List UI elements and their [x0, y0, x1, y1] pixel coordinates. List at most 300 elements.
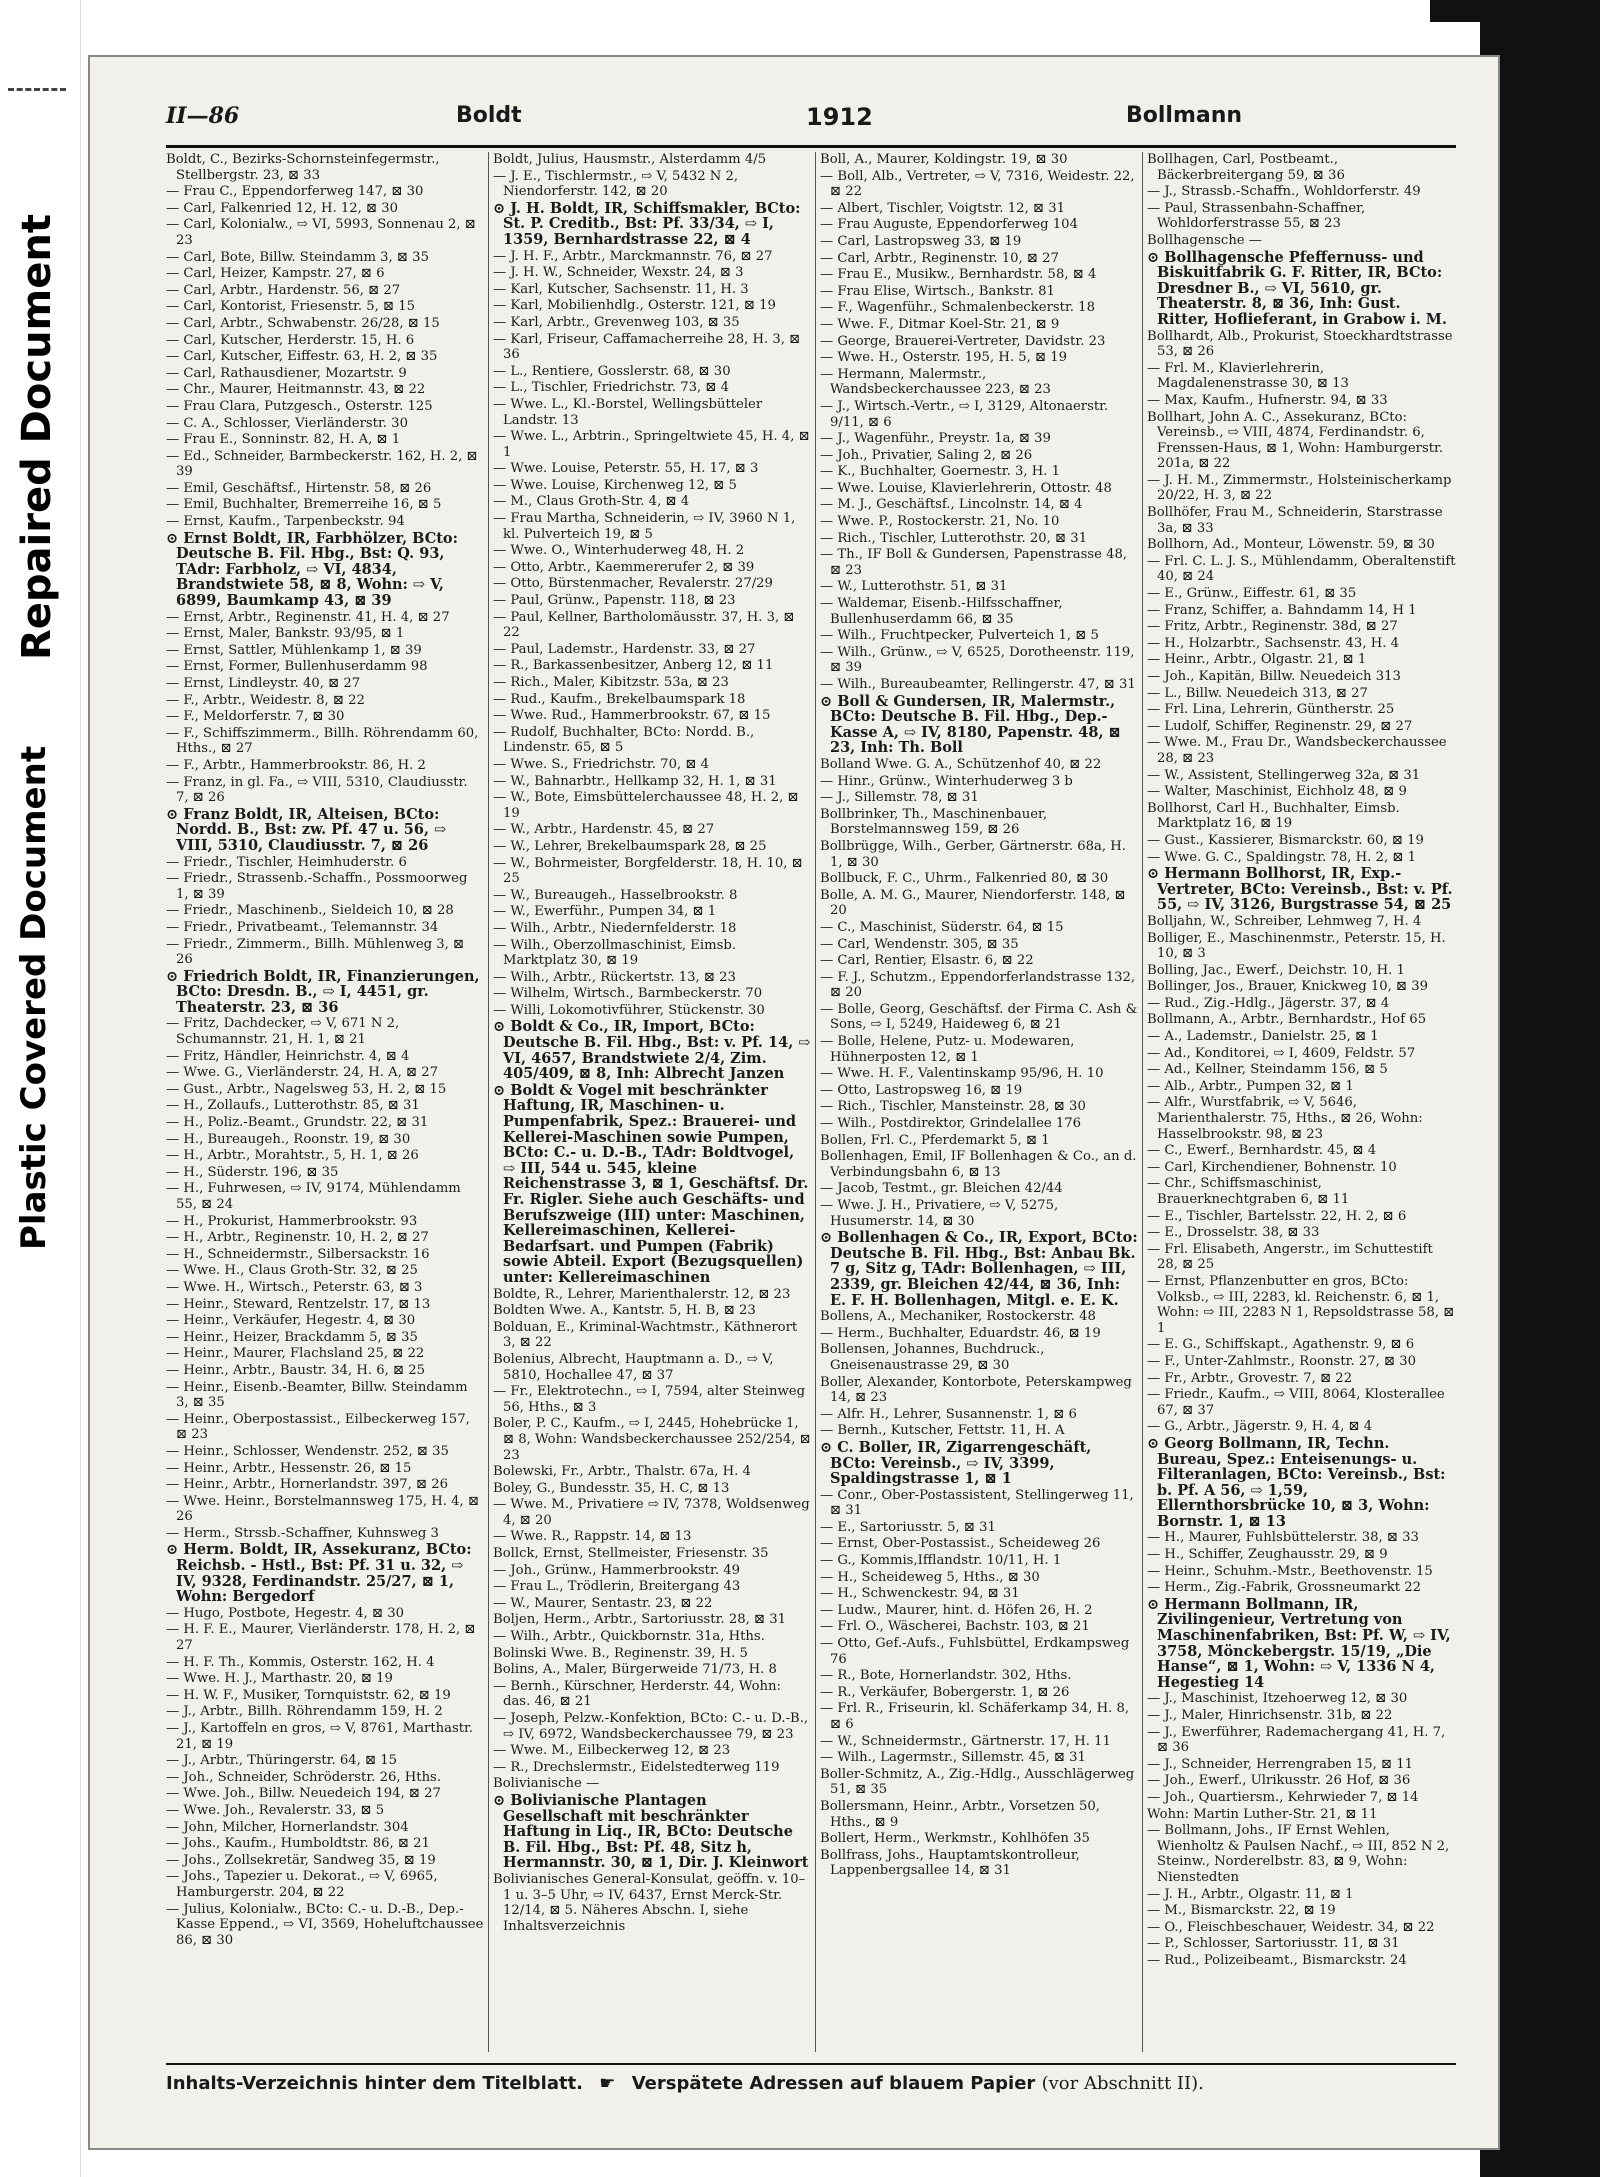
directory-entry: — Bernh., Kutscher, Fettstr. 11, H. A — [820, 1423, 1065, 1439]
directory-entry: Wohn: Martin Luther-Str. 21, ⊠ 11 — [1147, 1806, 1378, 1822]
directory-entry: — Karl, Kutscher, Sachsenstr. 11, H. 3 — [493, 281, 749, 297]
directory-entry: — George, Brauerei-Vertreter, Davidstr. 23 — [820, 333, 1106, 349]
directory-entry: — L., Rentiere, Gosslerstr. 68, ⊠ 30 — [493, 363, 731, 379]
directory-entry: — Joh., Grünw., Hammerbrookstr. 49 — [493, 1562, 740, 1578]
directory-entry: — Ad., Kellner, Steindamm 156, ⊠ 5 — [1147, 1062, 1388, 1078]
directory-entry: — Carl, Falkenried 12, H. 12, ⊠ 30 — [166, 200, 399, 216]
directory-entry: — Gust., Kassierer, Bismarckstr. 60, ⊠ 19 — [1147, 832, 1424, 848]
directory-entry: — Wwe. G., Vierländerstr. 24, H. A, ⊠ 27 — [166, 1065, 439, 1081]
pointing-hand-icon: ☛ — [599, 2073, 616, 2094]
directory-entry: — J., Arbtr., Billh. Röhrendamm 159, H. 2 — [166, 1704, 443, 1720]
directory-entry: — Frl. C. L. J. S., Mühlendamm, Oberaltenstift 40, ⊠ 24 — [1147, 553, 1456, 585]
directory-entry: — Wwe. H. J., Marthastr. 20, ⊠ 19 — [166, 1671, 393, 1687]
directory-entry: — W., Schneidermstr., Gärtnerstr. 17, H. 11 — [820, 1733, 1111, 1749]
directory-entry: — L., Billw. Neuedeich 313, ⊠ 27 — [1147, 685, 1368, 701]
dash-rule — [8, 88, 66, 91]
directory-entry: Boldten Wwe. A., Kantstr. 5, H. B, ⊠ 23 — [493, 1303, 756, 1319]
directory-entry: — Fritz, Händler, Heinrichstr. 4, ⊠ 4 — [166, 1048, 410, 1064]
directory-entry: Boller-Schmitz, A., Zig.-Hdlg., Ausschlägerweg 51, ⊠ 35 — [820, 1766, 1135, 1798]
directory-entry: — Friedr., Strassenb.-Schaffn., Possmoorweg 1, ⊠ 39 — [166, 871, 468, 902]
directory-entry: Bollenhagen, Emil, IF Bollenhagen & Co., an d. Verbindungsbahn 6, ⊠ 13 — [820, 1149, 1137, 1180]
directory-entry: — F., Unter-Zahlmstr., Roonstr. 27, ⊠ 30 — [1147, 1353, 1417, 1369]
directory-entry: Bollensen, Johannes, Buchdruck., Gneisenaustrasse 29, ⊠ 30 — [820, 1342, 1045, 1373]
directory-entry: ⊙ Franz Boldt, IR, Alteisen, BCto: Nordd. B., Bst: zw. Pf. 47 u. 56, ⇨ VIII, 5310, Claudiusstr. 7, ⊠ 26 — [166, 805, 447, 854]
directory-entry: — Joh., Ewerf., Ulrikusstr. 26 Hof, ⊠ 36 — [1147, 1773, 1411, 1789]
directory-entry: — H., Poliz.-Beamt., Grundstr. 22, ⊠ 31 — [166, 1115, 429, 1131]
directory-entry: — Ernst, Former, Bullenhuserdamm 98 — [166, 659, 428, 675]
directory-entry: — Ernst, Sattler, Mühlenkamp 1, ⊠ 39 — [166, 642, 422, 658]
directory-entry: — Carl, Wendenstr. 305, ⊠ 35 — [820, 936, 1019, 952]
directory-entry: — Th., IF Boll & Gundersen, Papenstrasse 48, ⊠ 23 — [820, 547, 1128, 578]
directory-entry: — Chr., Schiffsmaschinist, Brauerknechtgraben 6, ⊠ 11 — [1147, 1176, 1350, 1207]
directory-entry: — Wwe. F., Ditmar Koel-Str. 21, ⊠ 9 — [820, 316, 1060, 332]
directory-entry: — F., Wagenführ., Schmalenbeckerstr. 18 — [820, 300, 1095, 316]
directory-entry: — Frl. M., Klavierlehrerin, Magdalenenstrasse 30, ⊠ 13 — [1147, 360, 1349, 392]
directory-entry: — G., Kommis,Ifflandstr. 10/11, H. 1 — [820, 1553, 1062, 1569]
directory-entry: — H., Schiffer, Zeughausstr. 29, ⊠ 9 — [1147, 1547, 1388, 1563]
directory-entry: Bollhart, John A. C., Assekuranz, BCto: Vereinsb., ⇨ VIII, 4874, Ferdinandstr. 6, Frenssen-Haus, ⊠ 1, Wohn: Hamburgerstr. 201a, ⊠ 22 — [1147, 409, 1444, 472]
directory-entry: — Chr., Maurer, Heitmannstr. 43, ⊠ 22 — [166, 382, 426, 398]
directory-entry: — Jacob, Testmt., gr. Bleichen 42/44 — [820, 1181, 1063, 1197]
directory-entry: — L., Tischler, Friedrichstr. 73, ⊠ 4 — [493, 380, 730, 396]
directory-entry: — F., Meldorferstr. 7, ⊠ 30 — [166, 709, 345, 725]
column-1 — [166, 152, 484, 2052]
directory-entry: Bolle, A. M. G., Maurer, Niendorferstr. 148, ⊠ 20 — [820, 887, 1126, 919]
header-rule — [166, 145, 1456, 148]
directory-entry: — Frl. O., Wäscherei, Bachstr. 103, ⊠ 21 — [820, 1619, 1090, 1635]
directory-entry: — Wwe. Heinr., Borstelmannsweg 175, H. 4, ⊠ 26 — [166, 1493, 479, 1525]
directory-entry: Boldt, Julius, Hausmstr., Alsterdamm 4/5 — [493, 152, 767, 167]
directory-entry: — Carl, Kirchendiener, Bohnenstr. 10 — [1147, 1159, 1397, 1175]
directory-entry: — Wwe. Joh., Revalerstr. 33, ⊠ 5 — [166, 1802, 385, 1818]
directory-entry: — Johs., Kaufm., Humboldtstr. 86, ⊠ 21 — [166, 1836, 430, 1852]
directory-entry: — O., Fleischbeschauer, Weidestr. 34, ⊠ 22 — [1147, 1919, 1435, 1935]
index-note: Inhalts-Verzeichnis hinter dem Titelblatt. — [166, 2073, 584, 2094]
directory-entry: — W., Bohrmeister, Borgfelderstr. 18, H. 10, ⊠ 25 — [493, 855, 803, 887]
directory-entry: — A., Lademstr., Danielstr. 25, ⊠ 1 — [1147, 1029, 1379, 1045]
directory-entry: — Alb., Arbtr., Pumpen 32, ⊠ 1 — [1147, 1078, 1354, 1094]
directory-entry: Bollhardt, Alb., Prokurist, Stoeckhardtstrasse 53, ⊠ 26 — [1147, 328, 1453, 360]
directory-entry: — Wilh., Lagermstr., Sillemstr. 45, ⊠ 31 — [820, 1750, 1086, 1766]
directory-entry: Boldt, C., Bezirks-Schornsteinfegermstr., Stellbergstr. 23, ⊠ 33 — [166, 152, 440, 183]
directory-entry: — Alfr. H., Lehrer, Susannenstr. 1, ⊠ 6 — [820, 1406, 1077, 1422]
column-3 — [820, 152, 1138, 2052]
directory-entry: — Wilh., Oberzollmaschinist, Eimsb. Marktplatz 30, ⊠ 19 — [493, 937, 737, 969]
directory-entry: — Ernst, Ober-Postassist., Scheideweg 26 — [820, 1536, 1101, 1552]
directory-entry: ⊙ Friedrich Boldt, IR, Finanzierungen, BCto: Dresdn. B., ⇨ I, 4451, gr. Theaterstr. 23, ⊠ 36 — [166, 967, 480, 1016]
directory-entry: Boler, P. C., Kaufm., ⇨ I, 2445, Hohebrücke 1, ⊠ 8, Wohn: Wandsbeckerchaussee 252/254, ⊠ 23 — [493, 1416, 811, 1463]
directory-entry: — J., Schneider, Herrengraben 15, ⊠ 11 — [1147, 1756, 1414, 1772]
directory-entry: — Heinr., Heizer, Brackdamm 5, ⊠ 35 — [166, 1329, 418, 1345]
directory-entry: — Max, Kaufm., Hufnerstr. 94, ⊠ 33 — [1147, 392, 1388, 408]
directory-entry: — Wilh., Arbtr., Rückertstr. 13, ⊠ 23 — [493, 969, 736, 985]
directory-entry: ⊙ Boldt & Co., IR, Import, BCto: Deutsche B. Fil. Hbg., Bst: v. Pf. 14, ⇨ VI, 4657, Brandstwiete 2/4, Zim. 405/409, ⊠ 8, Inh: Albrecht Janzen — [493, 1018, 811, 1083]
directory-entry: — Joseph, Pelzw.-Konfektion, BCto: C.- u. D.-B., ⇨ IV, 6972, Wandsbeckerchaussee 79, ⊠ 23 — [493, 1711, 809, 1742]
directory-entry: — Ludolf, Schiffer, Reginenstr. 29, ⊠ 27 — [1147, 718, 1413, 734]
directory-entry: — Wwe. H. F., Valentinskamp 95/96, H. 10 — [820, 1066, 1104, 1082]
directory-entry: — Rudolf, Buchhalter, BCto: Nordd. B., Lindenstr. 65, ⊠ 5 — [493, 724, 755, 756]
column-2 — [493, 152, 811, 2052]
directory-entry: — Carl, Kontorist, Friesenstr. 5, ⊠ 15 — [166, 299, 416, 315]
directory-entry: — F., Arbtr., Weidestr. 8, ⊠ 22 — [166, 692, 365, 708]
directory-entry: — H., Süderstr. 196, ⊠ 35 — [166, 1164, 339, 1180]
directory-entry: — Frau L., Trödlerin, Breitergang 43 — [493, 1579, 741, 1595]
directory-entry: — Frau Auguste, Eppendorferweg 104 — [820, 217, 1078, 233]
directory-entry: Bollbrinker, Th., Maschinenbauer, Borstelmannsweg 159, ⊠ 26 — [820, 806, 1048, 838]
directory-entry: — E., Tischler, Bartelsstr. 22, H. 2, ⊠ 6 — [1147, 1208, 1407, 1224]
directory-entry: — Paul, Kellner, Bartholomäusstr. 37, H. 3, ⊠ 22 — [493, 609, 795, 641]
directory-entry: — H. W. F., Musiker, Tornquiststr. 62, ⊠ 19 — [166, 1687, 451, 1703]
directory-entry: — Wwe. Rud., Hammerbrookstr. 67, ⊠ 15 — [493, 708, 771, 724]
directory-entry: — Carl, Arbtr., Schwabenstr. 26/28, ⊠ 15 — [166, 315, 440, 331]
directory-entry: — W., Bahnarbtr., Hellkamp 32, H. 1, ⊠ 31 — [493, 773, 777, 789]
directory-entry: — M., Bismarckstr. 22, ⊠ 19 — [1147, 1903, 1336, 1919]
directory-entry: — Friedr., Tischler, Heimhuderstr. 6 — [166, 854, 407, 870]
directory-entry: Bolenius, Albrecht, Hauptmann a. D., ⇨ V, 5810, Hochallee 47, ⊠ 37 — [493, 1351, 774, 1383]
directory-entry: — Carl, Kolonialw., ⇨ VI, 5993, Sonnenau 2, ⊠ 23 — [166, 217, 476, 248]
directory-entry: ⊙ Bollenhagen & Co., IR, Export, BCto: Deutsche B. Fil. Hbg., Bst: Anbau Bk. 7 g, Sitz g, TAdr: Bollenhagen, ⇨ III, 2339, gr. Bleichen 42/44, ⊠ 36, Inh: E. F. H. Bollenhagen, Mitgl. e. E. K. — [820, 1229, 1138, 1309]
page-footer — [166, 2063, 1456, 2094]
directory-entry: — J. H. W., Schneider, Wexstr. 24, ⊠ 3 — [493, 265, 744, 281]
directory-entry: — Karl, Mobilienhdlg., Osterstr. 121, ⊠ 19 — [493, 298, 776, 314]
directory-entry: — Wwe. S., Friedrichstr. 70, ⊠ 4 — [493, 756, 709, 772]
directory-entry: — Paul, Strassenbahn-Schaffner, Wohldorferstrasse 55, ⊠ 23 — [1147, 200, 1366, 232]
directory-entry: — Wilhelm, Wirtsch., Barmbeckerstr. 70 — [493, 986, 763, 1002]
directory-entry: — Ernst, Pflanzenbutter en gros, BCto: Volksb., ⇨ III, 2283, kl. Reichenstr. 6, ⊠ 1, Wohn: ⇨ III, 2283 N 1, Repsoldstrasse 58, ⊠ 1 — [1147, 1273, 1455, 1336]
directory-entry: — J., Strassb.-Schaffn., Wohldorferstr. 49 — [1147, 184, 1421, 200]
directory-entry: — Heinr., Schuhm.-Mstr., Beethovenstr. 15 — [1147, 1563, 1433, 1579]
late-addresses-note: Verspätete Adressen auf blauem Papier — [631, 2073, 1036, 2094]
directory-entry: — Fritz, Arbtr., Reginenstr. 38d, ⊠ 27 — [1147, 619, 1398, 635]
directory-entry: — Ernst, Kaufm., Tarpenbeckstr. 94 — [166, 514, 405, 530]
page-number: II—86 — [166, 103, 240, 129]
directory-entry: — H., Maurer, Fuhlsbüttelerstr. 38, ⊠ 33 — [1147, 1530, 1419, 1546]
directory-entry: — H., Fuhrwesen, ⇨ IV, 9174, Mühlendamm 55, ⊠ 24 — [166, 1181, 461, 1212]
directory-entry: — Wilh., Grünw., ⇨ V, 6525, Dorotheenstr. 119, ⊠ 39 — [820, 644, 1135, 676]
directory-entry: — Alfr., Wurstfabrik, ⇨ V, 5646, Marienthalerstr. 75, Hths., ⊠ 26, Wohn: Hasselbrookstr. 98, ⊠ 23 — [1147, 1095, 1423, 1142]
directory-entry: — J., Sillemstr. 78, ⊠ 31 — [820, 790, 979, 806]
directory-entry: — Frau Clara, Putzgesch., Osterstr. 125 — [166, 398, 433, 414]
directory-entry: — Joh., Kapitän, Billw. Neuedeich 313 — [1147, 669, 1401, 684]
directory-entry: — Fritz, Dachdecker, ⇨ V, 671 N 2, Schumannstr. 21, H. 1, ⊠ 21 — [166, 1016, 400, 1048]
directory-entry: — M. J., Geschäftsf., Lincolnstr. 14, ⊠ 4 — [820, 497, 1083, 513]
directory-entry: — Otto, Gef.-Aufs., Fuhlsbüttel, Erdkampsweg 76 — [820, 1636, 1130, 1667]
directory-entry: — Wwe. Louise, Kirchenweg 12, ⊠ 5 — [493, 477, 737, 493]
directory-entry: — Franz, in gl. Fa., ⇨ VIII, 5310, Claudiusstr. 7, ⊠ 26 — [166, 774, 468, 806]
directory-entry: Bolland Wwe. G. A., Schützenhof 40, ⊠ 22 — [820, 756, 1102, 772]
directory-entry: — E., Grünw., Eiffestr. 61, ⊠ 35 — [1147, 586, 1357, 602]
directory-entry: — C., Ewerf., Bernhardstr. 45, ⊠ 4 — [1147, 1143, 1377, 1159]
directory-entry: — Wwe. M., Frau Dr., Wandsbeckerchaussee 28, ⊠ 23 — [1147, 735, 1447, 766]
directory-entry: Bollinger, Jos., Brauer, Knickweg 10, ⊠ 39 — [1147, 979, 1429, 995]
directory-entry: Boljen, Herm., Arbtr., Sartoriusstr. 28, ⊠ 31 — [493, 1612, 787, 1628]
directory-entry: — Albert, Tischler, Voigtstr. 12, ⊠ 31 — [820, 200, 1065, 216]
directory-entry: — Paul, Grünw., Papenstr. 118, ⊠ 23 — [493, 593, 736, 609]
directory-entry: — Heinr., Arbtr., Olgastr. 21, ⊠ 1 — [1147, 652, 1367, 668]
directory-entry: — Wwe. J. H., Privatiere, ⇨ V, 5275, Husumerstr. 14, ⊠ 30 — [820, 1198, 1059, 1229]
directory-entry: Bollert, Herm., Werkmstr., Kohlhöfen 35 — [820, 1831, 1090, 1847]
directory-entry: — Wilh., Postdirektor, Grindelallee 176 — [820, 1116, 1082, 1132]
directory-entry: — Ernst, Maler, Bankstr. 93/95, ⊠ 1 — [166, 626, 405, 642]
directory-entry: Boley, G., Bundesstr. 35, H. C, ⊠ 13 — [493, 1480, 730, 1496]
directory-entry: — Joh., Schneider, Schröderstr. 26, Hths. — [166, 1769, 442, 1785]
directory-entry: — Heinr., Arbtr., Hornerlandstr. 397, ⊠ 26 — [166, 1477, 449, 1493]
directory-entry: — Gust., Arbtr., Nagelsweg 53, H. 2, ⊠ 15 — [166, 1081, 447, 1097]
directory-entry: — Wwe. H., Osterstr. 195, H. 5, ⊠ 19 — [820, 350, 1068, 366]
directory-entry: — J., Ewerführer, Rademachergang 41, H. 7, ⊠ 36 — [1147, 1724, 1446, 1756]
directory-entry: — Frau Elise, Wirtsch., Bankstr. 81 — [820, 283, 1055, 299]
directory-entry: Bolewski, Fr., Arbtr., Thalstr. 67a, H. 4 — [493, 1464, 751, 1480]
directory-entry: — Friedr., Kaufm., ⇨ VIII, 8064, Klosterallee 67, ⊠ 37 — [1147, 1387, 1445, 1418]
directory-entry: — J., Maschinist, Itzehoerweg 12, ⊠ 30 — [1147, 1691, 1408, 1707]
directory-entry: — J., Kartoffeln en gros, ⇨ V, 8761, Marthastr. 21, ⊠ 19 — [166, 1721, 474, 1752]
directory-entry: — H., Bureaugeh., Roonstr. 19, ⊠ 30 — [166, 1131, 411, 1147]
directory-entry: — Carl, Lastropsweg 33, ⊠ 19 — [820, 233, 1022, 249]
header-year: 1912 — [806, 103, 873, 131]
directory-entry: Bollhorst, Carl H., Buchhalter, Eimsb. Marktplatz 16, ⊠ 19 — [1147, 800, 1400, 832]
directory-entry: — Ludw., Maurer, hint. d. Höfen 26, H. 2 — [820, 1602, 1093, 1618]
directory-entry: — Friedr., Zimmerm., Billh. Mühlenweg 3, ⊠ 26 — [166, 936, 465, 968]
directory-entry: Bolinski Wwe. B., Reginenstr. 39, H. 5 — [493, 1645, 748, 1661]
directory-entry: — Frl. Lina, Lehrerin, Güntherstr. 25 — [1147, 702, 1395, 718]
directory-page — [88, 55, 1500, 2150]
directory-entry: — Frau Martha, Schneiderin, ⇨ IV, 3960 N 1, kl. Pulverteich 19, ⊠ 5 — [493, 511, 796, 542]
directory-entry: Boll, A., Maurer, Koldingstr. 19, ⊠ 30 — [820, 152, 1068, 167]
directory-entry: — Johs., Zollsekretär, Sandweg 35, ⊠ 19 — [166, 1852, 436, 1868]
directory-entry: — Carl, Heizer, Kampstr. 27, ⊠ 6 — [166, 266, 385, 282]
directory-entry: — Wwe. H., Claus Groth-Str. 32, ⊠ 25 — [166, 1263, 418, 1279]
directory-entry: ⊙ Hermann Bollmann, IR, Zivilingenieur, Vertretung von Maschinenfabriken, Bst: Pf. W, ⇨ IV, 3758, Mönckebergstr. 15/19, „Die Hanse“, ⊠ 1, Wohn: ⇨ V, 1336 N 4, Hegestieg 14 — [1147, 1595, 1451, 1691]
directory-entry: — Rud., Kaufm., Brekelbaumspark 18 — [493, 691, 746, 707]
directory-entry: — Otto, Arbtr., Kaemmererufer 2, ⊠ 39 — [493, 559, 755, 575]
directory-entry: — Carl, Rathausdiener, Mozartstr. 9 — [166, 365, 407, 381]
directory-entry: ⊙ Georg Bollmann, IR, Techn. Bureau, Spez.: Enteisenungs- u. Filteranlagen, BCto: Vereinsb., Bst: b. Pf. A 56, ⇨ 1,59, Ellernthorsbrücke 10, ⊠ 3, Wohn: Bornstr. 1, ⊠ 13 — [1147, 1434, 1446, 1530]
directory-entry: Bollhagensche — — [1147, 232, 1262, 248]
directory-entry: — Frl. Elisabeth, Angerstr., im Schuttestift 28, ⊠ 25 — [1147, 1241, 1433, 1273]
directory-entry: — Rud., Zig.-Hdlg., Jägerstr. 37, ⊠ 4 — [1147, 995, 1390, 1011]
directory-entry: Bollhorn, Ad., Monteur, Löwenstr. 59, ⊠ 30 — [1147, 537, 1435, 553]
directory-entry: — Wwe. M., Eilbeckerweg 12, ⊠ 23 — [493, 1743, 731, 1759]
directory-entry: — Johs., Tapezier u. Dekorat., ⇨ V, 6965, Hamburgerstr. 204, ⊠ 22 — [166, 1869, 438, 1900]
directory-entry: — F., Schiffszimmerm., Billh. Röhrendamm 60, Hths., ⊠ 27 — [166, 725, 479, 757]
directory-entry: Bolivianisches General-Konsulat, geöffn. v. 10–1 u. 3–5 Uhr, ⇨ IV, 6437, Ernst Merck-Str. 12/14, ⊠ 5. Näheres Abschn. I, siehe Inhaltsverzeichnis — [493, 1871, 806, 1934]
column-divider — [1142, 152, 1143, 2052]
directory-entry: — H., Arbtr., Reginenstr. 10, H. 2, ⊠ 27 — [166, 1230, 429, 1246]
directory-entry: — Otto, Lastropsweg 16, ⊠ 19 — [820, 1082, 1023, 1098]
directory-entry: — R., Barkassenbesitzer, Anberg 12, ⊠ 11 — [493, 658, 774, 674]
directory-entry: — Wwe. Louise, Klavierlehrerin, Ottostr. 48 — [820, 480, 1112, 496]
directory-entry: Bollbuck, F. C., Uhrm., Falkenried 80, ⊠ 30 — [820, 871, 1109, 887]
plastic-covered-label: Plastic Covered Document — [14, 745, 54, 1250]
directory-entry: — R., Drechslermstr., Eidelstedterweg 119 — [493, 1759, 780, 1775]
directory-entry: — Waldemar, Eisenb.-Hilfsschaffner, Bullenhuserdamm 66, ⊠ 35 — [820, 596, 1063, 627]
directory-entry: — J., Maler, Hinrichsenstr. 31b, ⊠ 22 — [1147, 1708, 1393, 1723]
directory-entry: — Karl, Arbtr., Grevenweg 103, ⊠ 35 — [493, 314, 740, 330]
directory-entry: — Willi, Lokomotivführer, Stückenstr. 30 — [493, 1002, 765, 1018]
directory-entry: — W., Maurer, Sentastr. 23, ⊠ 22 — [493, 1595, 713, 1611]
directory-entry: — Bollmann, Johs., IF Ernst Wehlen, Wienholtz & Paulsen Nachf., ⇨ III, 852 N 2, Steinw., Norderelbstr. 83, ⊠ 9, Wohn: Nienstedten — [1147, 1823, 1450, 1885]
directory-entry: — Walter, Maschinist, Eichholz 48, ⊠ 9 — [1147, 784, 1407, 800]
directory-entry: — Joh., Privatier, Saling 2, ⊠ 26 — [820, 447, 1033, 463]
directory-entry: — Frau E., Musikw., Bernhardstr. 58, ⊠ 4 — [820, 267, 1097, 283]
directory-entry: Boller, Alexander, Kontorbote, Peterskampweg 14, ⊠ 23 — [820, 1374, 1132, 1406]
directory-entry: Bollbrügge, Wilh., Gerber, Gärtnerstr. 68a, H. 1, ⊠ 30 — [820, 838, 1126, 870]
directory-entry: — H. F. Th., Kommis, Osterstr. 162, H. 4 — [166, 1654, 435, 1670]
late-addresses-section: (vor Abschnitt II). — [1041, 2073, 1204, 2094]
directory-entry: — R., Verkäufer, Bobergerstr. 1, ⊠ 26 — [820, 1684, 1070, 1700]
directory-entry: — Wilh., Bureaubeamter, Rellingerstr. 47, ⊠ 31 — [820, 677, 1136, 692]
directory-entry: ⊙ J. H. Boldt, IR, Schiffsmakler, BCto: St. P. Creditb., Bst: Pf. 33/34, ⇨ I, 1359, Bernhardstrasse 22, ⊠ 4 — [493, 199, 801, 248]
directory-entry: — Carl, Bote, Billw. Steindamm 3, ⊠ 35 — [166, 249, 429, 265]
directory-entry: — Friedr., Maschinenb., Sieldeich 10, ⊠ 28 — [166, 903, 454, 919]
directory-entry: Bolins, A., Maler, Bürgerweide 71/73, H. 8 — [493, 1662, 777, 1678]
directory-entry: — H., Scheideweg 5, Hths., ⊠ 30 — [820, 1569, 1040, 1585]
directory-entry: — E., Sartoriusstr. 5, ⊠ 31 — [820, 1519, 996, 1535]
directory-entry: — Wilh., Fruchtpecker, Pulverteich 1, ⊠ 5 — [820, 628, 1099, 644]
directory-entry: Bolivianische — — [493, 1776, 600, 1792]
directory-entry: — H., Prokurist, Hammerbrookstr. 93 — [166, 1213, 418, 1229]
directory-entry: — Ad., Konditorei, ⇨ I, 4609, Feldstr. 57 — [1147, 1045, 1416, 1061]
scan-dark-corner — [1430, 0, 1600, 22]
directory-entry: — Bolle, Georg, Geschäftsf. der Firma C. Ash & Sons, ⇨ I, 5249, Haideweg 6, ⊠ 21 — [820, 1001, 1138, 1033]
directory-entry: — Emil, Buchhalter, Bremerreihe 16, ⊠ 5 — [166, 497, 442, 513]
directory-entry: Boldte, R., Lehrer, Marienthalerstr. 12, ⊠ 23 — [493, 1286, 791, 1302]
directory-entry: — F. J., Schutzm., Eppendorferlandstrasse 132, ⊠ 20 — [820, 969, 1136, 1001]
directory-entry: — Bernh., Kürschner, Herderstr. 44, Wohn: das. 46, ⊠ 21 — [493, 1678, 781, 1710]
directory-entry: — Karl, Friseur, Caffamacherreihe 28, H. 3, ⊠ 36 — [493, 331, 801, 363]
directory-entry: — C., Maschinist, Süderstr. 64, ⊠ 15 — [820, 919, 1064, 935]
directory-entry: ⊙ Bollhagensche Pfeffernuss- und Biskuitfabrik G. F. Ritter, IR, BCto: Dresdner B., ⇨ VI, 5610, gr. Theaterstr. 8, ⊠ 36, Inh: Gust. Ritter, Hoflieferant, in Grabow i. M. — [1147, 248, 1447, 328]
directory-entry: — Wwe. G. C., Spaldingstr. 78, H. 2, ⊠ 1 — [1147, 849, 1416, 865]
directory-entry: — W., Arbtr., Hardenstr. 45, ⊠ 27 — [493, 822, 715, 838]
directory-entry: — E. G., Schiffskapt., Agathenstr. 9, ⊠ 6 — [1147, 1337, 1415, 1353]
directory-entry: ⊙ Boldt & Vogel mit beschränkter Haftung, IR, Maschinen- u. Pumpenfabrik, Spez.: Brauerei- und Kellerei-Maschinen sowie Pumpen, BCto: C.- u. D.-B., TAdr: Boldtvogel, ⇨ III, 544 u. 545, kleine Reichenstrasse 3, ⊠ 1, Geschäftsf. Dr. Fr. Rigler. Siehe auch Geschäfts- und Berufszweige (III) unter: Maschinen, Kellereimaschinen, Kellerei-Bedarfsart. und Pumpen (Fabrik) sowie Abteil. Export (Bezugsquellen) unter: Kellereimaschinen — [493, 1081, 809, 1286]
directory-entry: — Wwe. Louise, Peterstr. 55, H. 17, ⊠ 3 — [493, 461, 759, 477]
directory-entry: — W., Bote, Eimsbüttelerchaussee 48, H. 2, ⊠ 19 — [493, 790, 799, 821]
directory-entry: — Frau C., Eppendorferweg 147, ⊠ 30 — [166, 184, 424, 200]
directory-entry: — Frl. R., Friseurin, kl. Schäferkamp 34, H. 8, ⊠ 6 — [820, 1701, 1130, 1732]
directory-entry: — W., Lehrer, Brekelbaumspark 28, ⊠ 25 — [493, 838, 767, 854]
directory-entry: — Wwe. L., Kl.-Borstel, Wellingsbütteler Landstr. 13 — [493, 396, 763, 428]
page-header — [166, 103, 1456, 143]
directory-entry: — Herm., Buchhalter, Eduardstr. 46, ⊠ 19 — [820, 1325, 1101, 1341]
directory-entry: ⊙ C. Boller, IR, Zigarrengeschäft, BCto: Vereinsb., ⇨ IV, 3399, Spaldingstrasse 1, ⊠ 1 — [820, 1438, 1092, 1488]
directory-entry: — J. E., Tischlermstr., ⇨ V, 5432 N 2, Niendorferstr. 142, ⊠ 20 — [493, 168, 739, 200]
directory-entry: — Frau E., Sonninstr. 82, H. A, ⊠ 1 — [166, 432, 401, 448]
directory-entry: — H. F. E., Maurer, Vierländerstr. 178, H. 2, ⊠ 27 — [166, 1622, 476, 1654]
directory-entry: Bollck, Ernst, Stellmeister, Friesenstr. 35 — [493, 1546, 769, 1562]
directory-entry: — Heinr., Arbtr., Baustr. 34, H. 6, ⊠ 25 — [166, 1362, 426, 1378]
directory-entry: — Fr., Elektrotechn., ⇨ I, 7594, alter Steinweg 56, Hths., ⊠ 3 — [493, 1384, 806, 1415]
directory-entry: — Wwe. L., Arbtrin., Springeltwiete 45, H. 4, ⊠ 1 — [493, 429, 810, 460]
repaired-document-label: Repaired Document — [14, 214, 60, 660]
directory-entry: — G., Arbtr., Jägerstr. 9, H. 4, ⊠ 4 — [1147, 1419, 1373, 1435]
directory-entry: — Heinr., Eisenb.-Beamter, Billw. Steindamm 3, ⊠ 35 — [166, 1379, 468, 1411]
directory-entry: ⊙ Hermann Bollhorst, IR, Exp.-Vertreter, BCto: Vereinsb., Bst: v. Pf. 55, ⇨ IV, 3126, Burgstrasse 54, ⊠ 25 — [1147, 865, 1453, 914]
directory-entry: — W., Bureaugeh., Hasselbrookstr. 8 — [493, 887, 738, 903]
directory-entry: Bollhagen, Carl, Postbeamt., Bäckerbreitergang 59, ⊠ 36 — [1147, 152, 1345, 183]
header-keyword-left: Boldt — [456, 103, 522, 128]
directory-entry: — Herm., Strssb.-Schaffner, Kuhnsweg 3 — [166, 1525, 439, 1541]
directory-entry: — Wwe. H., Wirtsch., Peterstr. 63, ⊠ 3 — [166, 1279, 423, 1295]
directory-entry: — H., Holzarbtr., Sachsenstr. 43, H. 4 — [1147, 635, 1399, 651]
directory-entry: Bolljahn, W., Schreiber, Lehmweg 7, H. 4 — [1147, 913, 1422, 929]
directory-entry: Bollfrass, Johs., Hauptamtskontrolleur, Lappenbergsallee 14, ⊠ 31 — [820, 1847, 1080, 1879]
directory-entry: Bolduan, E., Kriminal-Wachtmstr., Käthnerort 3, ⊠ 22 — [493, 1319, 798, 1351]
directory-entry: Bolliger, E., Maschinenmstr., Peterstr. 15, H. 10, ⊠ 3 — [1147, 930, 1446, 962]
directory-entry: ⊙ Bolivianische Plantagen Gesellschaft mit beschränkter Haftung in Liq., IR, BCto: Deutsche B. Fil. Hbg., Bst: Pf. 48, Sitz h, Hermannstr. 30, ⊠ 1, Dir. J. Kleinwort — [493, 1791, 809, 1872]
directory-entry: — Ernst, Arbtr., Reginenstr. 41, H. 4, ⊠ 27 — [166, 609, 450, 625]
directory-entry: — Otto, Bürstenmacher, Revalerstr. 27/29 — [493, 576, 773, 592]
directory-entry: — J., Arbtr., Thüringerstr. 64, ⊠ 15 — [166, 1753, 398, 1769]
directory-entry: Bollhöfer, Frau M., Schneiderin, Starstrasse 3a, ⊠ 33 — [1147, 505, 1443, 536]
directory-entry: — W., Ewerführ., Pumpen 34, ⊠ 1 — [493, 904, 717, 920]
directory-entry: — Boll, Alb., Vertreter, ⇨ V, 7316, Weidestr. 22, ⊠ 22 — [820, 168, 1135, 200]
directory-entry: Bollens, A., Mechaniker, Rostockerstr. 48 — [820, 1309, 1096, 1325]
directory-entry: — Fr., Arbtr., Grovestr. 7, ⊠ 22 — [1147, 1370, 1353, 1386]
directory-entry: — Heinr., Oberpostassist., Eilbeckerweg 157, ⊠ 23 — [166, 1411, 470, 1443]
directory-entry: — Heinr., Steward, Rentzelstr. 17, ⊠ 13 — [166, 1296, 431, 1312]
directory-entry: — Wilh., Arbtr., Quickbornstr. 31a, Hths. — [493, 1629, 765, 1645]
directory-entry: — Carl, Kutscher, Eiffestr. 63, H. 2, ⊠ 35 — [166, 349, 438, 365]
directory-entry: ⊙ Herm. Boldt, IR, Assekuranz, BCto: Reichsb. - Hstl., Bst: Pf. 31 u. 32, ⇨ IV, 9328, Ferdinandstr. 25/27, ⊠ 1, Wohn: Bergedorf — [166, 1541, 472, 1606]
directory-entry: — Friedr., Privatbeamt., Telemannstr. 34 — [166, 919, 439, 935]
directory-entry: — H., Arbtr., Morahtstr., 5, H. 1, ⊠ 26 — [166, 1148, 419, 1164]
directory-entry: — Carl, Kutscher, Herderstr. 15, H. 6 — [166, 332, 415, 348]
directory-entry: — Wwe. P., Rostockerstr. 21, No. 10 — [820, 514, 1060, 530]
directory-entry: — Conr., Ober-Postassistent, Stellingerweg 11, ⊠ 31 — [820, 1487, 1134, 1519]
directory-entry: — W., Assistent, Stellingerweg 32a, ⊠ 31 — [1147, 767, 1421, 783]
directory-entry: — Heinr., Verkäufer, Hegestr. 4, ⊠ 30 — [166, 1313, 416, 1329]
directory-entry: — J. H. F., Arbtr., Marckmannstr. 76, ⊠ 27 — [493, 248, 773, 264]
directory-entry: — Julius, Kolonialw., BCto: C.- u. D.-B., Dep.-Kasse Eppend., ⇨ VI, 3569, Hoheluftchaussee 86, ⊠ 30 — [166, 1901, 484, 1948]
directory-entry: Bollmann, A., Arbtr., Bernhardstr., Hof 65 — [1147, 1012, 1427, 1028]
directory-entry: — Hermann, Malermstr., Wandsbeckerchaussee 223, ⊠ 23 — [820, 366, 1051, 398]
directory-entry: — Wwe. O., Winterhuderweg 48, H. 2 — [493, 543, 745, 559]
directory-entry: — J. H., Arbtr., Olgastr. 11, ⊠ 1 — [1147, 1886, 1354, 1902]
directory-entry: — Franz, Schiffer, a. Bahndamm 14, H 1 — [1147, 602, 1417, 618]
directory-entry: — Bolle, Helene, Putz- u. Modewaren, Hühnerposten 12, ⊠ 1 — [820, 1034, 1075, 1065]
directory-entry: — Wwe. R., Rappstr. 14, ⊠ 13 — [493, 1529, 692, 1545]
directory-entry: — Joh., Quartiersm., Kehrwieder 7, ⊠ 14 — [1147, 1789, 1419, 1805]
directory-entry: — Carl, Arbtr., Reginenstr. 10, ⊠ 27 — [820, 250, 1059, 266]
directory-entry: — Carl, Rentier, Elsastr. 6, ⊠ 22 — [820, 953, 1034, 969]
directory-entry: — P., Schlosser, Sartoriusstr. 11, ⊠ 31 — [1147, 1936, 1400, 1952]
directory-entry: — J. H. M., Zimmermstr., Holsteinischerkamp 20/22, H. 3, ⊠ 22 — [1147, 472, 1452, 504]
directory-entry: — Hugo, Postbote, Hegestr. 4, ⊠ 30 — [166, 1605, 405, 1621]
directory-entry: — J., Wirtsch.-Vertr., ⇨ I, 3129, Altonaerstr. 9/11, ⊠ 6 — [820, 398, 1109, 430]
directory-entry: — W., Lutterothstr. 51, ⊠ 31 — [820, 579, 1008, 595]
directory-entry: — H., Schwenckestr. 94, ⊠ 31 — [820, 1586, 1020, 1602]
directory-entry: — Heinr., Maurer, Flachsland 25, ⊠ 22 — [166, 1346, 425, 1362]
directory-entry: — Rich., Maler, Kibitzstr. 53a, ⊠ 23 — [493, 675, 729, 690]
directory-entry: — Heinr., Arbtr., Hessenstr. 26, ⊠ 15 — [166, 1460, 412, 1476]
header-keyword-right: Bollmann — [1126, 103, 1243, 128]
entry-columns — [166, 152, 1456, 2052]
directory-entry: — Wwe. M., Privatiere ⇨ IV, 7378, Woldsenweg 4, ⊠ 20 — [493, 1497, 810, 1528]
directory-entry: — J., Wagenführ., Preystr. 1a, ⊠ 39 — [820, 431, 1051, 447]
directory-entry: — H., Schneidermstr., Silbersackstr. 16 — [166, 1246, 430, 1262]
directory-entry: Bolling, Jac., Ewerf., Deichstr. 10, H. 1 — [1147, 962, 1405, 978]
directory-entry: Bollen, Frl. C., Pferdemarkt 5, ⊠ 1 — [820, 1132, 1050, 1148]
directory-entry: — Emil, Geschäftsf., Hirtenstr. 58, ⊠ 26 — [166, 480, 432, 496]
directory-entry: — R., Bote, Hornerlandstr. 302, Hths. — [820, 1668, 1072, 1684]
directory-entry: — K., Buchhalter, Goernestr. 3, H. 1 — [820, 464, 1061, 480]
directory-entry: ⊙ Boll & Gundersen, IR, Malermstr., BCto: Deutsche B. Fil. Hbg., Dep.-Kasse A, ⇨ IV, 8180, Papenstr. 48, ⊠ 23, Inh: Th. Boll — [820, 692, 1121, 757]
column-4 — [1147, 152, 1456, 2052]
directory-entry: — F., Arbtr., Hammerbrookstr. 86, H. 2 — [166, 757, 426, 773]
directory-entry: — Rich., Tischler, Lutterothstr. 20, ⊠ 31 — [820, 530, 1088, 546]
